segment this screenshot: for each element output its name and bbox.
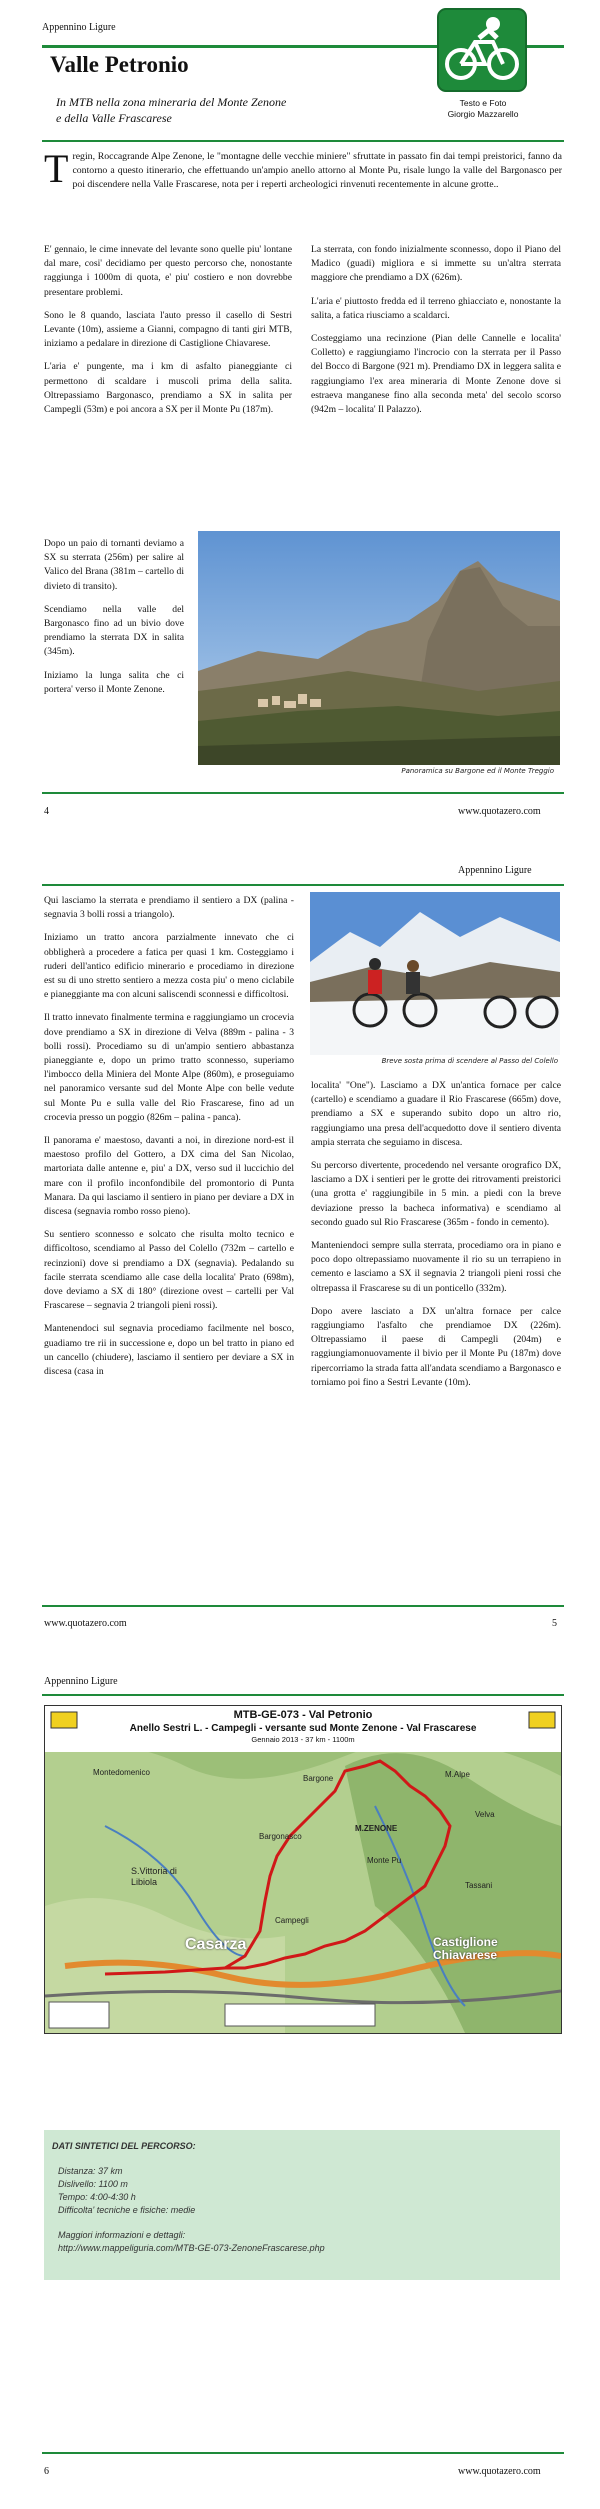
paragraph: Costeggiamo una recinzione (Pian delle Cannelle e localita' Colletto) e raggiungiamo l'incrocio con la sterrata per il Passo del Bocco di Bargone (921 m). Prendiamo DX in leggera salita e raggiungiamo l'ex area mineraria di Monte Zenone dove si estraeva manganese fino alla seconda meta' del secolo scorso (942m – localita' Il Palazzo).: [311, 333, 561, 416]
right-column: [311, 1079, 561, 1399]
map-label: Castiglione Chiavarese: [433, 1935, 498, 1962]
summary-box: [44, 2130, 560, 2280]
paragraph: Il panorama e' maestoso, davanti a noi, in direzione nord-est il maestoso profilo del Gottero, a DX cima del San Nicolao, martoriata dalle antenne e, piu' a DX, verso sud il luccichio del mare con il profilo inconfondibile del promontorio di Punta Manara. Da qui lasciamo il sentiero in piano per deviare a DX in discesa (segnavia rombo rosso pieno).: [44, 1135, 294, 1218]
summary-line: Tempo: 4:00-4:30 h: [58, 2192, 136, 2202]
map-label: Campegli: [275, 1916, 309, 1925]
map-title-line-3: Gennaio 2013 - 37 km - 1100m: [251, 1735, 355, 1744]
footer-rule: [42, 2452, 564, 2454]
footer-rule: [42, 1605, 564, 1607]
narrow-column: [44, 537, 184, 706]
map-title-line-1: MTB-GE-073 - Val Petronio: [233, 1709, 373, 1721]
page-6: [0, 1660, 600, 2509]
map-label: M.Alpe: [445, 1770, 470, 1779]
map-label: Bargone: [303, 1774, 334, 1783]
paragraph: Scendiamo nella valle del Bargonasco fino ad un bivio dove prendiamo la sterrata DX in salita (345m).: [44, 603, 184, 658]
paragraph: Su sentiero sconnesso e solcato che risulta molto tecnico e difficoltoso, scendiamo al Passo del Colello (732m – cartello e recinzioni) dove si prendiamo a DX (segnavia). Pedalando su facile sterrata scendiamo alle case della localita' Prato (698m), dove deviamo a SX di 180° (direzione ovest – cartelli per Val Frascarese – segnavia 2 triangoli pieni rossi).: [44, 1229, 294, 1312]
info-line: Maggiori informazioni e dettagli:: [58, 2230, 186, 2240]
credit-line-2: Giorgio Mazzarello: [447, 109, 519, 119]
summary-heading: DATI SINTETICI DEL PERCORSO:: [52, 2141, 196, 2151]
page-5: [0, 850, 600, 1660]
mtb-logo: [437, 8, 527, 92]
map-label: Monte Pu: [367, 1856, 402, 1865]
paragraph: L'aria e' piuttosto fredda ed il terreno ghiacciato e, nonostante la salita, a fatica riusciamo a scaldarci.: [311, 295, 561, 321]
footer-rule: [42, 792, 564, 794]
paragraph: Sono le 8 quando, lasciata l'auto presso il casello di Sestri Levante (10m), assieme a Gianni, compagno di tanti giri MTB, iniziamo a pedalare in direzione di Castiglione Chiavarese.: [44, 309, 292, 350]
paragraph: Qui lasciamo la sterrata e prendiamo il sentiero a DX (palina - segnavia 3 bolli rossi a triangolo).: [44, 895, 294, 921]
subtitle-line-1: In MTB nella zona mineraria del Monte Zenone: [56, 95, 287, 109]
drop-cap: T: [44, 146, 69, 191]
footer-url: www.quotazero.com: [458, 2466, 541, 2477]
paragraph: localita' "One"). Lasciamo a DX un'antica fornace per calce (cartello) e scendiamo a guadare il Rio Frascarese (665m) dove, prendiamo a SX e superando subito dopo un altro rio, raggiungiamo una presa dell'acquedotto dove il sentiero diventa ampia sterrata che seguiamo in discesa.: [311, 1080, 561, 1148]
right-column: [311, 243, 561, 426]
info-link[interactable]: http://www.mappeliguria.com/MTB-GE-073-ZenoneFrascarese.php: [58, 2243, 325, 2253]
map-title-line-2: Anello Sestri L. - Campegli - versante sud Monte Zenone - Val Frascarese: [129, 1723, 477, 1734]
map-label: M.ZENONE: [355, 1824, 398, 1833]
summary-line: Distanza: 37 km: [58, 2166, 123, 2176]
intro-text: regin, Roccagrande Alpe Zenone, le "montagne delle vecchie miniere" sfruttate in passato fin dai tempi preistorici, fanno da contorno a questo itinerario, che effettuando un'ampio anello attorno al Monte Pu, risale lungo la valle del Bargonasco per poi discendere nella Valle Frascarese, nota per i reperti archeologici rinvenuti recentemente in alcune grotte..: [72, 151, 562, 190]
map-label: Casarza: [185, 1936, 247, 1953]
credits: [428, 98, 538, 120]
photo-caption: Breve sosta prima di scendere al Passo del Colello: [381, 1057, 558, 1065]
region-header: Appennino Ligure: [44, 1676, 118, 1687]
paragraph: Iniziamo la lunga salita che ci portera' verso il Monte Zenone.: [44, 669, 184, 695]
subtitle: [56, 94, 286, 126]
region-header: Appennino Ligure: [458, 865, 532, 876]
header-rule: [42, 140, 564, 142]
left-column: [44, 894, 294, 1388]
map-label: S.Vittoria di Libiola: [131, 1866, 177, 1887]
summary-line: Difficolta' tecniche e fisiche: medie: [58, 2205, 196, 2215]
map-label: Bargonasco: [259, 1832, 302, 1841]
paragraph: E' gennaio, le cime innevate del levante sono quelle piu' lontane dal mare, cosi' decidiamo per questo percorso che, nonostante raggiunga i 1000m di quota, e' piu' costiero e non dovrebbe presentare problemi.: [44, 244, 292, 298]
route-map: [44, 1705, 562, 2034]
page-number: 4: [44, 806, 49, 817]
landscape-photo: [198, 531, 560, 765]
paragraph: Il tratto innevato finalmente termina e raggiungiamo un crocevia dove prendiamo a SX in direzione di Velva (889m - palina - 3 bolli rossi). Procediamo su di un'ampio sentiero abbastanza pianeggiante e, dopo un primo tratto sconnesso, superiamo l'imbocco della Miniera del Monte Alpe (860m), e proseguiamo nel panoramico versante sud del Monte Alpe con belle vedute sul Monte Pu e sulla valle del Rio Frascarese, fino ad un crocevia presso un poggio (826m – palina - panca).: [44, 1012, 294, 1123]
intro-paragraph: [44, 146, 562, 192]
map-title: [45, 1709, 561, 1745]
bikers-photo: [310, 892, 560, 1055]
paragraph: Manteniendoci sempre sulla sterrata, procediamo ora in piano e poco dopo oltrepassiamo nuovamente il rio su un terrapieno in cemento e lasciamo a SX il segnavia 2 triangoli pieni rossi che oltrepassa il Frascarese su di un ponticello (332m).: [311, 1240, 561, 1294]
credit-line-1: Testo e Foto: [459, 98, 507, 108]
left-column: [44, 243, 292, 426]
photo-caption: Panoramica su Bargone ed il Monte Treggio: [401, 767, 554, 775]
paragraph: L'aria e' pungente, ma i km di asfalto pianeggiante ci permettono di scaldare i muscoli prima della salita. Oltrepassiamo Bargonasco, prendiamo a SX in salita per Campegli (53m) e poi ancora a SX per il Monte Pu (187m).: [44, 361, 292, 416]
paragraph: Iniziamo un tratto ancora parzialmente innevato che ci obbligherà a procedere a fatica per quasi 1 km. Costeggiamo i ruderi dell'antico edificio minerario e procediamo in direzione est su di uno stretto sentiero a mezza costa piu' o meno ciclabile e pianeggiante ma con alcuni saliscendi sconnessi e difficoltosi.: [44, 932, 294, 1001]
map-label: Tassani: [465, 1881, 493, 1890]
footer-url: www.quotazero.com: [458, 806, 541, 817]
page-number: 6: [44, 2466, 49, 2477]
subtitle-line-2: e della Valle Frascarese: [56, 111, 172, 125]
header-rule: [42, 884, 564, 886]
header-rule: [42, 1694, 564, 1696]
paragraph: Dopo un paio di tornanti deviamo a SX su sterrata (256m) per salire al Valico del Brana (381m – cartello di divieto di transito).: [44, 538, 184, 592]
paragraph: La sterrata, con fondo inizialmente sconnesso, dopo il Piano del Madico (guadi) migliora e si immette su un'altra sterrata maggiore che prendiamo a DX (626m).: [311, 244, 561, 284]
page-number: 5: [552, 1618, 557, 1629]
paragraph: Dopo avere lasciato a DX un'altra fornace per calce raggiungiamo l'asfalto che prendiamoe DX (226m). Oltrepassiamo il paese di Campegli (204m) e raggiungiamonuovamente il bivio per il Monte Pu (187m) dove ripercorriamo la strada fatta all'andata scendiamo a Bargonasco e torniamo poi fino a Sestri Levante (10m).: [311, 1305, 561, 1388]
paragraph: Su percorso divertente, procedendo nel versante orografico DX, lasciamo a DX i sentieri per le grotte dei ritrovamenti preistorici (una grotta e' raggiungibile in 5 min. a piedi con la breve deviazione presso la bacheca informativa) e scendiamo al secondo guado sul Rio Frascarese (365m - fondo in cemento).: [311, 1160, 561, 1228]
footer-url: www.quotazero.com: [44, 1618, 127, 1629]
summary-line: Dislivello: 1100 m: [58, 2179, 128, 2189]
map-label: Montedomenico: [93, 1768, 150, 1777]
region-header: Appennino Ligure: [42, 22, 116, 33]
paragraph: Mantenendoci sul segnavia procediamo facilmente nel bosco, guadiamo tre rii in successione e, dopo un bel tratto in piano ed un cancello (chiudere), lasciamo il sentiero per deviare a SX in discesa (casa in: [44, 1323, 294, 1378]
page-4: [0, 0, 600, 850]
page-title: Valle Petronio: [50, 52, 189, 77]
map-label: Velva: [475, 1810, 495, 1819]
